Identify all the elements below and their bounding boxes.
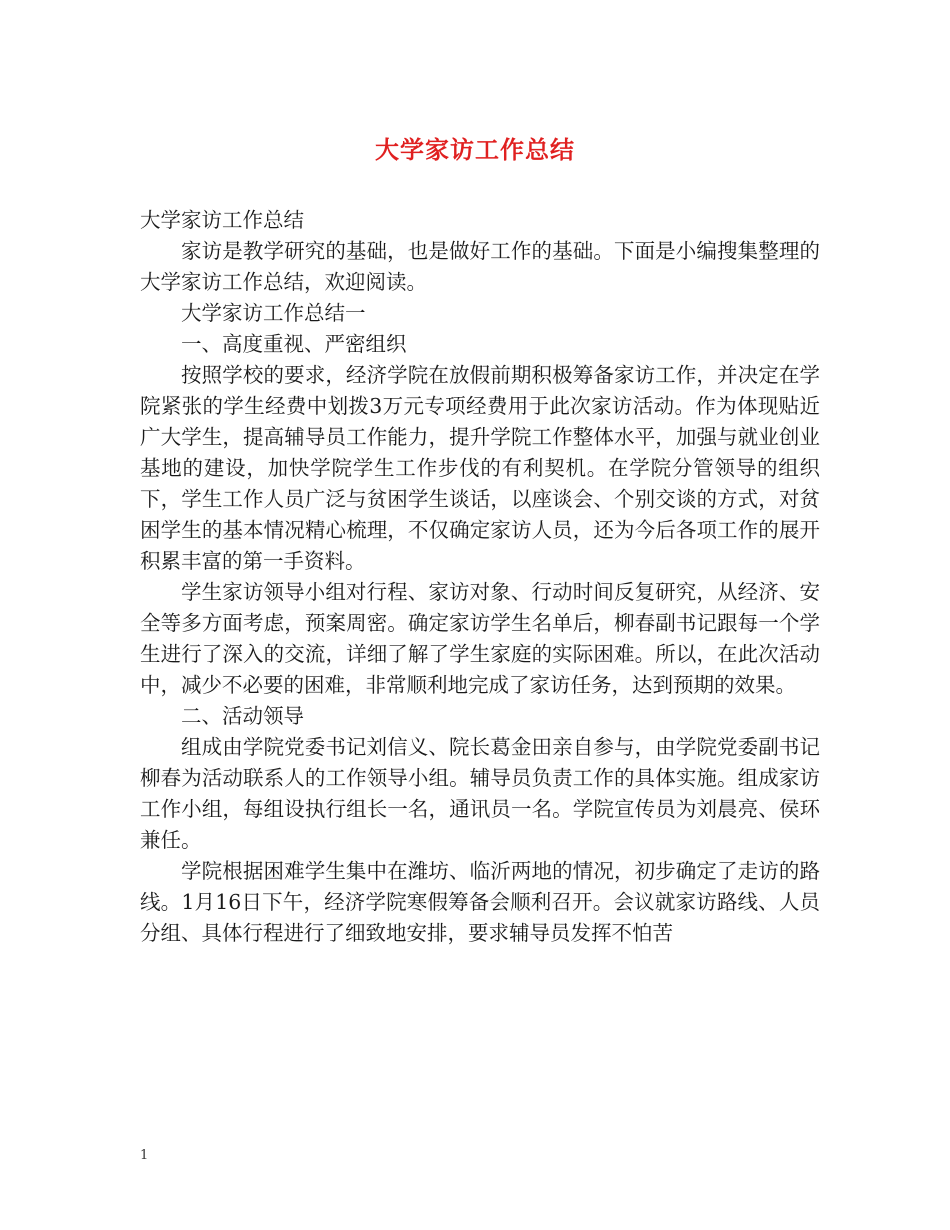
body-paragraph: 组成由学院党委书记刘信义、院长葛金田亲自参与，由学院党委副书记柳春为活动联系人的工作领导小组。辅导员负责工作的具体实施。组成家访工作小组，每组设执行组长一名，通讯员一名。学院宣传员为刘晨亮、侯环兼任。 bbox=[140, 735, 820, 852]
body-paragraph: 学生家访领导小组对行程、家访对象、行动时间反复研究，从经济、安全等多方面考虑，预案周密。确定家访学生名单后，柳春副书记跟每一个学生进行了深入的交流，详细了解了学生家庭的实际困难。所以，在此次活动中，减少不必要的困难，非常顺利地完成了家访任务，达到预期的效果。 bbox=[140, 580, 820, 697]
document-title: 大学家访工作总结 bbox=[375, 135, 575, 164]
section-heading: 二、活动领导 bbox=[181, 704, 304, 728]
section-heading: 一、高度重视、严密组织 bbox=[181, 332, 407, 356]
subtitle-paragraph: 大学家访工作总结 bbox=[140, 208, 304, 232]
page-number: 1 bbox=[140, 1148, 149, 1163]
body-paragraph: 按照学校的要求，经济学院在放假前期积极筹备家访工作，并决定在学院紧张的学生经费中划拨3万元专项经费用于此次家访活动。作为体现贴近广大学生，提高辅导员工作能力，提升学院工作整体水平，加强与就业创业基地的建设，加快学院学生工作步伐的有利契机。在学院分管领导的组织下，学生工作人员广泛与贫困学生谈话，以座谈会、个别交谈的方式，对贫困学生的基本情况精心梳理，不仅确定家访人员，还为今后各项工作的展开积累丰富的第一手资料。 bbox=[140, 363, 820, 573]
document-body bbox=[140, 205, 820, 949]
intro-paragraph: 家访是教学研究的基础，也是做好工作的基础。下面是小编搜集整理的大学家访工作总结，欢迎阅读。 bbox=[140, 239, 820, 294]
body-paragraph: 学院根据困难学生集中在潍坊、临沂两地的情况，初步确定了走访的路线。1月16日下午，经济学院寒假筹备会顺利召开。会议就家访路线、人员分组、具体行程进行了细致地安排，要求辅导员发挥不怕苦 bbox=[140, 859, 820, 945]
section-heading: 大学家访工作总结一 bbox=[181, 301, 366, 325]
